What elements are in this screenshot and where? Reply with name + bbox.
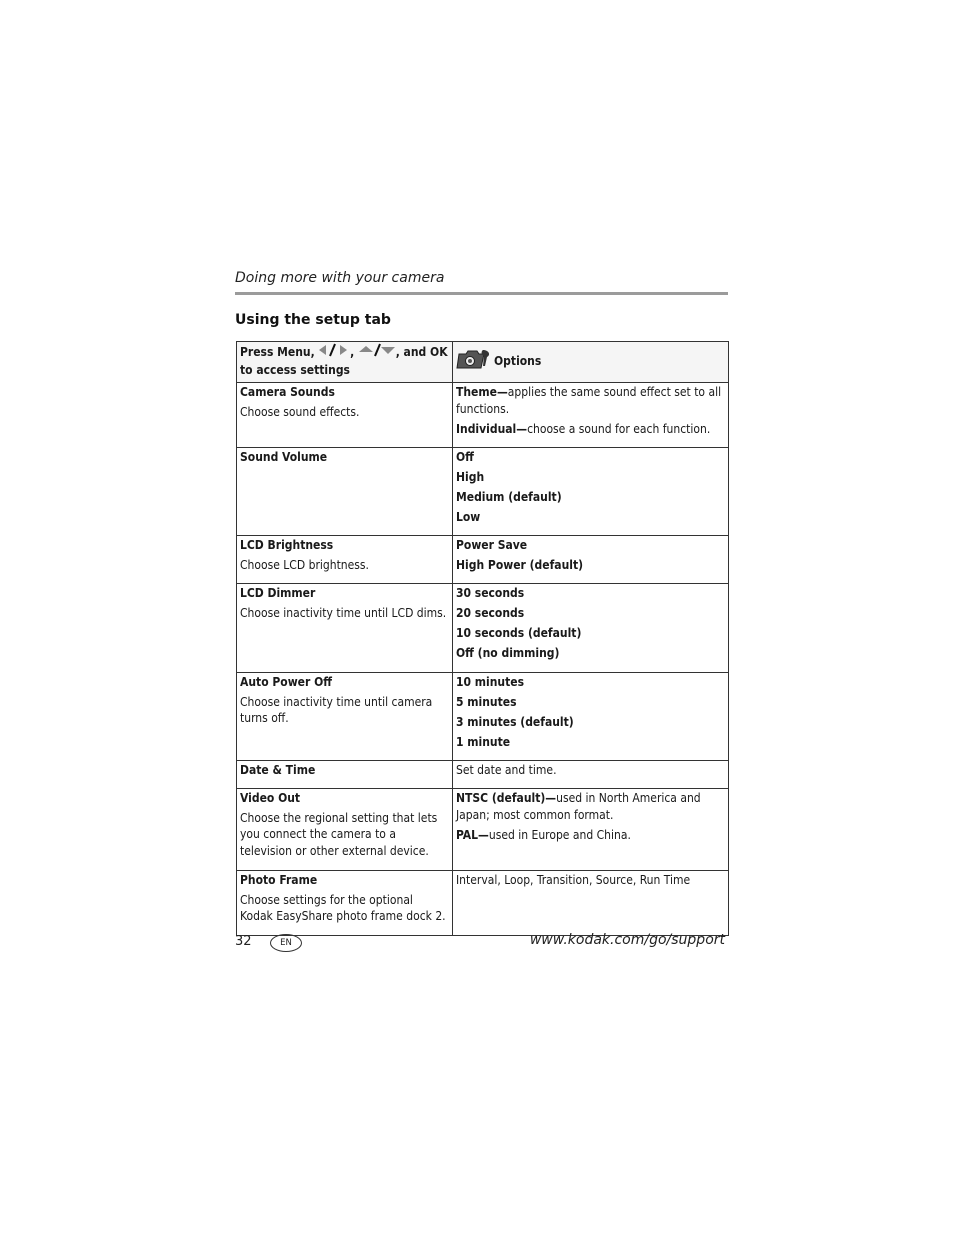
options-cell xyxy=(453,383,729,448)
options-cell xyxy=(453,536,729,584)
setting-cell xyxy=(237,448,453,536)
setting-name: LCD Dimmer xyxy=(240,586,316,600)
header-options-label: Options xyxy=(494,353,542,368)
header-prefix: Press Menu, xyxy=(240,344,315,359)
table-row xyxy=(237,536,729,584)
option-line xyxy=(456,537,725,554)
option-term: High Power (default) xyxy=(456,558,584,572)
left-right-arrows-icon xyxy=(318,343,350,362)
option-term: 10 minutes xyxy=(456,675,525,689)
option-line xyxy=(456,509,725,526)
options-cell xyxy=(453,789,729,871)
options-cell xyxy=(453,761,729,789)
table-row xyxy=(237,448,729,536)
table-row xyxy=(237,789,729,871)
option-term: 30 seconds xyxy=(456,586,525,600)
option-term: Off (no dimming) xyxy=(456,646,560,660)
table-row xyxy=(237,383,729,448)
setting-name: Sound Volume xyxy=(240,450,328,464)
setting-description: Choose settings for the optional Kodak EasyShare photo frame dock 2. xyxy=(240,892,446,923)
option-line xyxy=(456,674,725,691)
option-term: PAL— xyxy=(456,827,489,842)
option-line xyxy=(456,449,725,466)
option-line xyxy=(456,645,725,662)
setting-description: Choose LCD brightness. xyxy=(240,557,369,572)
option-term: Off xyxy=(456,450,474,464)
option-line xyxy=(456,469,725,486)
setting-cell xyxy=(237,673,453,761)
option-line xyxy=(456,827,725,844)
option-line xyxy=(456,714,725,731)
setting-name: Photo Frame xyxy=(240,873,318,887)
table-row xyxy=(237,584,729,673)
table-header-row xyxy=(237,342,729,383)
options-cell xyxy=(453,673,729,761)
support-url: www.kodak.com/go/support xyxy=(529,932,725,948)
option-term: 20 seconds xyxy=(456,606,525,620)
setup-camera-icon xyxy=(456,348,492,375)
setting-cell xyxy=(237,761,453,789)
setting-description: Choose sound effects. xyxy=(240,404,360,419)
setting-cell xyxy=(237,536,453,584)
options-cell xyxy=(453,584,729,673)
option-term: Theme— xyxy=(456,385,508,399)
option-term: 5 minutes xyxy=(456,695,517,709)
setting-cell xyxy=(237,789,453,871)
option-term: 3 minutes (default) xyxy=(456,715,574,729)
option-line xyxy=(456,790,725,823)
option-line xyxy=(456,489,725,506)
option-line xyxy=(456,384,725,417)
setting-cell xyxy=(237,584,453,673)
setup-tab-table xyxy=(236,341,729,936)
header-settings-cell: Press Menu, , , and OK to access settings xyxy=(237,342,453,383)
option-line xyxy=(456,762,725,779)
option-line xyxy=(456,734,725,751)
option-text: applies the same sound effect set to all functions. xyxy=(456,385,722,416)
setting-description: Choose the regional setting that lets you connect the camera to a television or other external device. xyxy=(240,810,438,858)
option-line xyxy=(456,872,725,889)
setting-name: LCD Brightness xyxy=(240,538,334,552)
table-row xyxy=(237,673,729,761)
option-term: Individual— xyxy=(456,421,528,436)
header-rule xyxy=(235,292,728,295)
option-term: Power Save xyxy=(456,538,528,552)
option-term: 10 seconds (default) xyxy=(456,626,582,640)
option-line xyxy=(456,557,725,574)
option-text: Set date and time. xyxy=(456,763,557,777)
setting-cell xyxy=(237,383,453,448)
option-line xyxy=(456,585,725,602)
option-text: used in North America and Japan; most common format. xyxy=(456,791,701,822)
setting-description: Choose inactivity time until LCD dims. xyxy=(240,605,447,620)
setting-description: Choose inactivity time until camera turns off. xyxy=(240,694,433,725)
language-badge: EN xyxy=(270,934,302,952)
table-row xyxy=(237,871,729,936)
header-line2: to access settings xyxy=(240,362,350,377)
header-suffix: , and OK xyxy=(395,344,448,359)
setting-name: Auto Power Off xyxy=(240,675,333,689)
option-line xyxy=(456,694,725,711)
setting-name: Date & Time xyxy=(240,763,316,777)
up-down-arrows-icon xyxy=(358,343,396,362)
options-cell xyxy=(453,871,729,936)
page-number: 32 xyxy=(235,934,252,949)
option-term: NTSC (default)— xyxy=(456,791,557,805)
header-options-cell xyxy=(453,342,729,383)
running-header: Doing more with your camera xyxy=(235,270,445,286)
option-text: Interval, Loop, Transition, Source, Run Time xyxy=(456,873,691,887)
option-text: used in Europe and China. xyxy=(488,827,631,842)
options-cell xyxy=(453,448,729,536)
option-term: High xyxy=(456,470,485,484)
option-line xyxy=(456,605,725,622)
option-line xyxy=(456,421,725,438)
section-title: Using the setup tab xyxy=(235,312,391,328)
option-term: Medium (default) xyxy=(456,490,562,504)
setting-name: Video Out xyxy=(240,791,301,805)
table-row xyxy=(237,761,729,789)
setting-cell xyxy=(237,871,453,936)
option-term: Low xyxy=(456,510,481,524)
option-term: 1 minute xyxy=(456,735,511,749)
setting-name: Camera Sounds xyxy=(240,385,335,399)
option-line xyxy=(456,625,725,642)
option-text: choose a sound for each function. xyxy=(527,421,711,436)
